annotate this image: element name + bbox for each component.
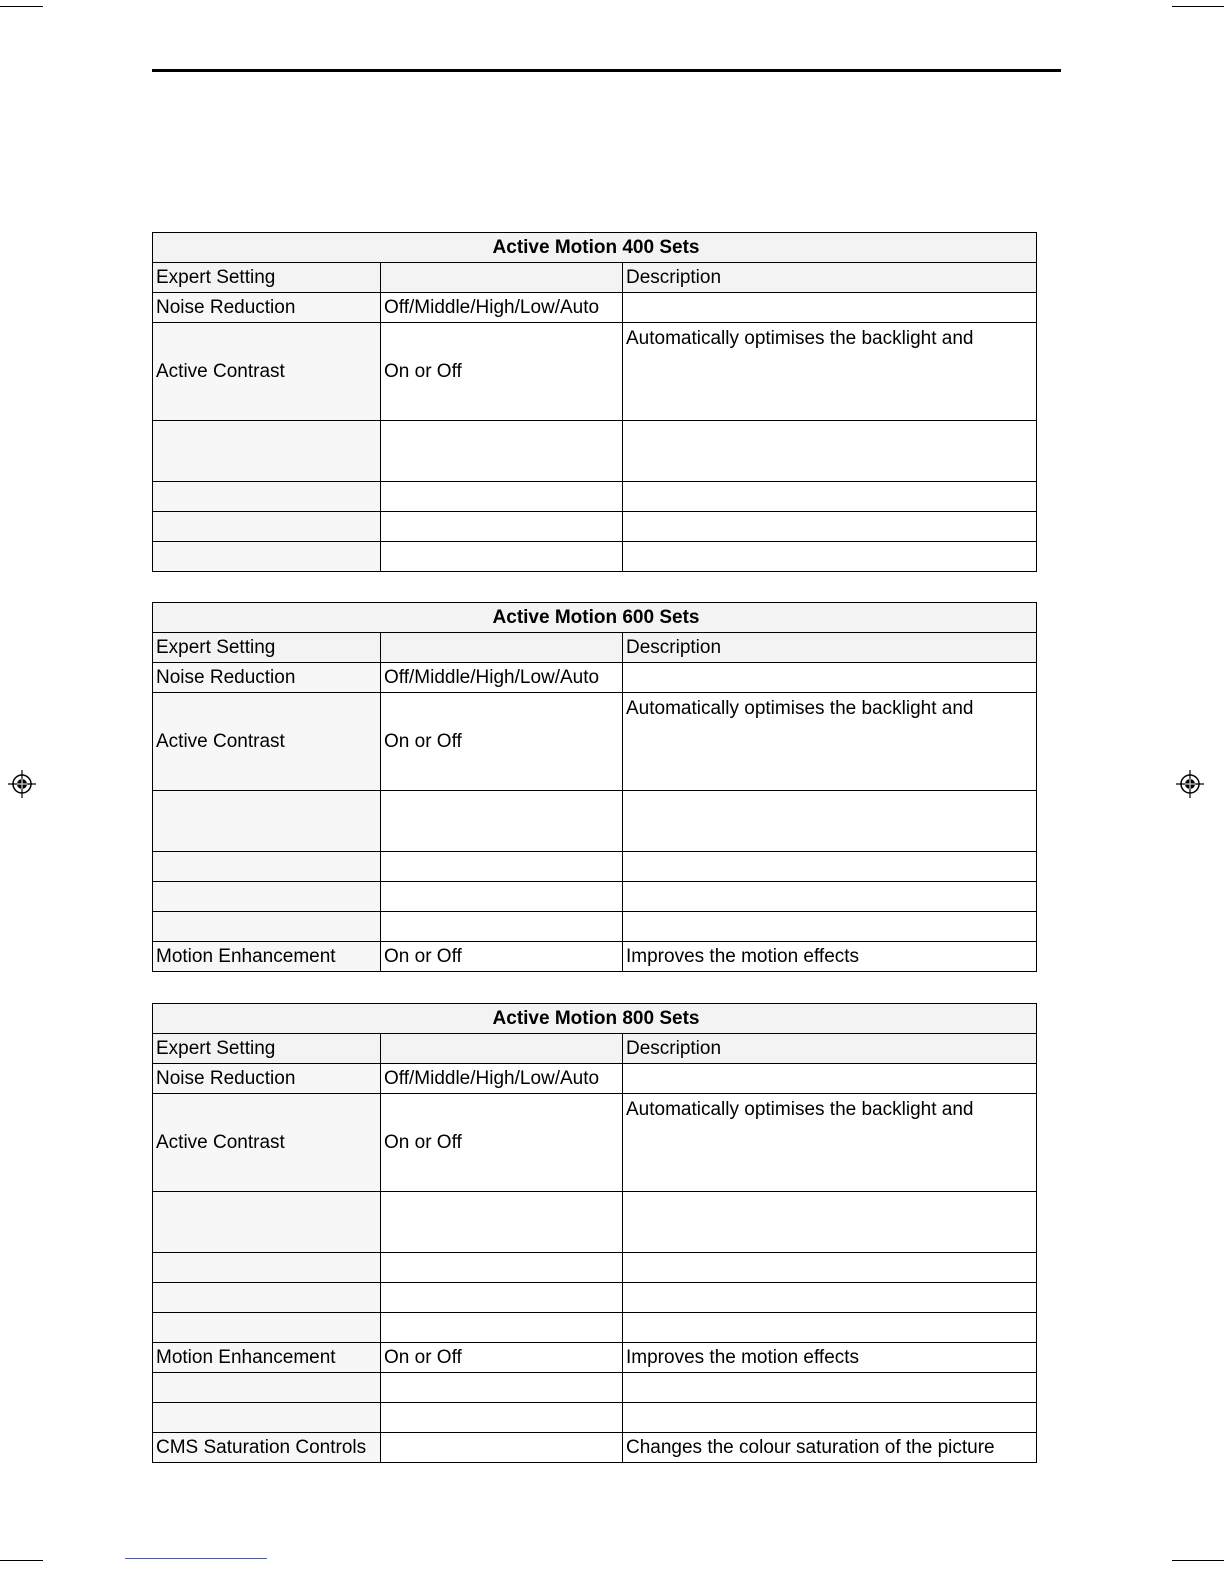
table-row — [153, 1403, 1037, 1433]
cell-description — [623, 882, 1037, 912]
cell-description — [623, 512, 1037, 542]
table-title: Active Motion 800 Sets — [153, 1004, 1037, 1034]
page-top-rule — [152, 69, 1061, 72]
cell-setting — [153, 542, 381, 572]
cell-setting — [153, 421, 381, 482]
cell-description — [623, 1373, 1037, 1403]
cell-setting — [153, 1373, 381, 1403]
table-header-row — [153, 263, 1037, 293]
table-active-motion-600 — [152, 602, 1037, 972]
table-row — [153, 421, 1037, 482]
crop-mark-top-left — [0, 6, 43, 7]
table-row — [153, 1343, 1037, 1373]
table-row — [153, 293, 1037, 323]
cell-options: Off/Middle/High/Low/Auto — [381, 1064, 623, 1094]
cell-setting: Active Contrast — [153, 693, 381, 791]
table-title: Active Motion 600 Sets — [153, 603, 1037, 633]
cell-description — [623, 1313, 1037, 1343]
cell-description — [623, 293, 1037, 323]
table-row — [153, 1373, 1037, 1403]
table-header-row — [153, 633, 1037, 663]
table-row — [153, 1064, 1037, 1094]
header-options — [381, 1034, 623, 1064]
table-row — [153, 1253, 1037, 1283]
cell-setting: Motion Enhancement — [153, 942, 381, 972]
table-active-motion-800 — [152, 1003, 1037, 1463]
header-options — [381, 263, 623, 293]
table-row — [153, 663, 1037, 693]
cell-options — [381, 912, 623, 942]
cell-options — [381, 482, 623, 512]
header-description: Description — [623, 1034, 1037, 1064]
registration-mark-left-icon — [8, 770, 36, 798]
cell-options — [381, 421, 623, 482]
cell-options — [381, 512, 623, 542]
table-title: Active Motion 400 Sets — [153, 233, 1037, 263]
table-row — [153, 882, 1037, 912]
crop-mark-bottom-left — [0, 1560, 43, 1561]
crop-mark-bottom-right — [1172, 1560, 1224, 1561]
header-description: Description — [623, 263, 1037, 293]
cell-options — [381, 1283, 623, 1313]
cell-options: On or Off — [381, 693, 623, 791]
table-row — [153, 323, 1037, 421]
cell-description — [623, 1283, 1037, 1313]
bottom-link-underline — [125, 1558, 267, 1559]
cell-options — [381, 791, 623, 852]
header-setting: Expert Setting — [153, 1034, 381, 1064]
table-row — [153, 693, 1037, 791]
cell-options — [381, 1253, 623, 1283]
cell-setting — [153, 1253, 381, 1283]
cell-setting — [153, 791, 381, 852]
table-row — [153, 1094, 1037, 1192]
table-active-motion-400 — [152, 232, 1037, 572]
table-row — [153, 1283, 1037, 1313]
cell-description: Automatically optimises the backlight and — [623, 693, 1037, 791]
table-row — [153, 1433, 1037, 1463]
cell-options: Off/Middle/High/Low/Auto — [381, 663, 623, 693]
cell-description — [623, 542, 1037, 572]
cell-description: Improves the motion effects — [623, 1343, 1037, 1373]
cell-setting: Active Contrast — [153, 323, 381, 421]
table-header-row — [153, 1034, 1037, 1064]
cell-description — [623, 421, 1037, 482]
cell-description — [623, 1403, 1037, 1433]
table-row — [153, 482, 1037, 512]
cell-description — [623, 1064, 1037, 1094]
header-setting: Expert Setting — [153, 263, 381, 293]
cell-setting — [153, 482, 381, 512]
table-row — [153, 791, 1037, 852]
table-row — [153, 912, 1037, 942]
cell-setting — [153, 1283, 381, 1313]
cell-options: On or Off — [381, 1343, 623, 1373]
cell-setting: Active Contrast — [153, 1094, 381, 1192]
cell-setting — [153, 912, 381, 942]
cell-options — [381, 852, 623, 882]
table-row — [153, 512, 1037, 542]
cell-options — [381, 1433, 623, 1463]
crop-mark-top-right — [1172, 6, 1224, 7]
header-setting: Expert Setting — [153, 633, 381, 663]
cell-setting: Noise Reduction — [153, 663, 381, 693]
cell-description: Improves the motion effects — [623, 942, 1037, 972]
cell-setting — [153, 882, 381, 912]
cell-setting — [153, 1313, 381, 1343]
cell-description — [623, 1253, 1037, 1283]
table-row — [153, 942, 1037, 972]
cell-description — [623, 791, 1037, 852]
cell-setting: CMS Saturation Controls — [153, 1433, 381, 1463]
header-options — [381, 633, 623, 663]
cell-options: On or Off — [381, 942, 623, 972]
cell-options — [381, 882, 623, 912]
cell-setting — [153, 852, 381, 882]
table-row — [153, 852, 1037, 882]
cell-description — [623, 663, 1037, 693]
cell-setting — [153, 1403, 381, 1433]
cell-setting — [153, 1192, 381, 1253]
cell-options: Off/Middle/High/Low/Auto — [381, 293, 623, 323]
cell-description — [623, 1192, 1037, 1253]
cell-options: On or Off — [381, 323, 623, 421]
cell-options — [381, 1313, 623, 1343]
cell-description — [623, 912, 1037, 942]
table-row — [153, 542, 1037, 572]
cell-setting: Noise Reduction — [153, 293, 381, 323]
cell-description — [623, 852, 1037, 882]
cell-setting — [153, 512, 381, 542]
cell-options: On or Off — [381, 1094, 623, 1192]
cell-description: Automatically optimises the backlight and — [623, 1094, 1037, 1192]
table-row — [153, 1313, 1037, 1343]
cell-options — [381, 1192, 623, 1253]
cell-description — [623, 482, 1037, 512]
cell-description: Changes the colour saturation of the picture — [623, 1433, 1037, 1463]
header-description: Description — [623, 633, 1037, 663]
cell-options — [381, 1403, 623, 1433]
registration-mark-right-icon — [1176, 770, 1204, 798]
cell-setting: Noise Reduction — [153, 1064, 381, 1094]
table-row — [153, 1192, 1037, 1253]
cell-options — [381, 542, 623, 572]
cell-setting: Motion Enhancement — [153, 1343, 381, 1373]
cell-options — [381, 1373, 623, 1403]
cell-description: Automatically optimises the backlight and — [623, 323, 1037, 421]
